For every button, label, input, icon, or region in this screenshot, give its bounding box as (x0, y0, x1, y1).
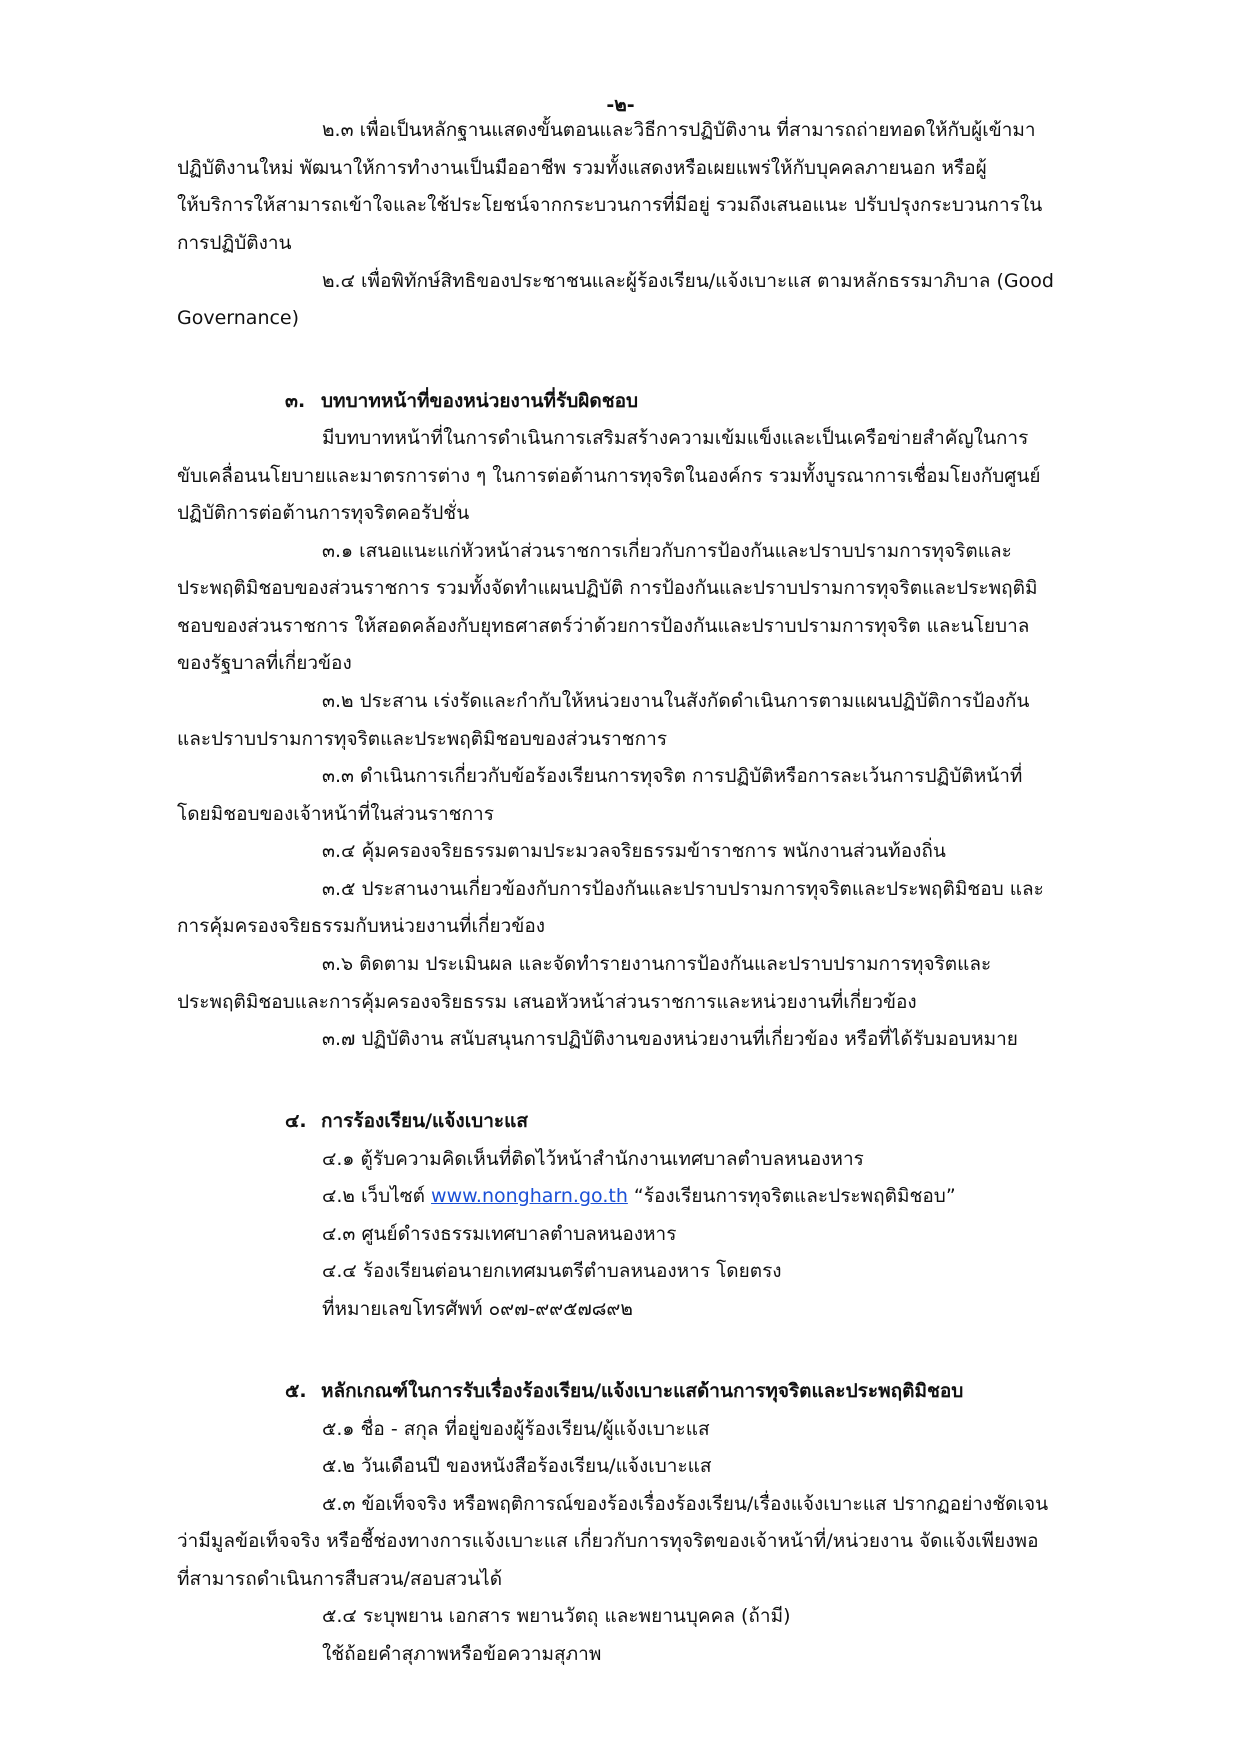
paragraph-3-1-line-3: ชอบของส่วนราชการ ให้สอดคล้องกับยุทธศาสตร์ว่าด้วยการป้องกันและปราบปรามการทุจริต และนโยบาล (177, 615, 1030, 637)
paragraph-3-1-line-4: ของรัฐบาลที่เกี่ยวข้อง (177, 652, 352, 674)
paragraph-3-3-line-1: ๓.๓ ดำเนินการเกี่ยวกับข้อร้องเรียนการทุจริต การปฏิบัติหรือการละเว้นการปฏิบัติหน้าที่ (322, 765, 1023, 787)
paragraph-3-2-line-2: และปราบปรามการทุจริตและประพฤติมิชอบของส่วนราชการ (177, 728, 668, 750)
item-5-2: ๕.๒ วันเดือนปี ของหนังสือร้องเรียน/แจ้งเบาะแส (322, 1455, 712, 1477)
paragraph-3-5-line-1: ๓.๕ ประสานงานเกี่ยวข้องกับการป้องกันและปราบปรามการทุจริตและประพฤติมิชอบ และ (322, 878, 1044, 900)
phone-number-line: ที่หมายเลขโทรศัพท์ ๐๙๗-๙๙๕๗๘๙๒ (322, 1298, 633, 1320)
section-4-title: การร้องเรียน/แจ้งเบาะแส (321, 1110, 528, 1132)
section-3-intro-line-3: ปฏิบัติการต่อต้านการทุจริตคอรัปชั่น (177, 502, 470, 524)
item-5-3-line-3: ที่สามารถดำเนินการสืบสวน/สอบสวนได้ (177, 1568, 503, 1590)
section-5-heading (285, 1373, 963, 1410)
section-3-heading (285, 383, 638, 420)
item-5-3-line-2: ว่ามีมูลข้อเท็จจริง หรือชี้ช่องทางการแจ้งเบาะแส เกี่ยวกับการทุจริตของเจ้าหน้าที่/หน่วยงาน จัดแจ้งเพียงพอ (177, 1530, 1039, 1552)
item-4-3: ๔.๓ ศูนย์ดำรงธรรมเทศบาลตำบลหนองหาร (322, 1223, 677, 1245)
paragraph-3-5-line-2: การคุ้มครองจริยธรรมกับหน่วยงานที่เกี่ยวข้อง (177, 915, 546, 937)
item-4-2 (322, 1178, 956, 1215)
section-3-title: บทบาทหน้าที่ของหน่วยงานที่รับผิดชอบ (321, 390, 639, 412)
paragraph-3-1-line-2: ประพฤติมิชอบของส่วนราชการ รวมทั้งจัดทำแผนปฏิบัติ การป้องกันและปราบปรามการทุจริตและประพฤติมิ (177, 577, 1038, 599)
section-5-number: ๕. (285, 1380, 307, 1402)
paragraph-3-3-line-2: โดยมิชอบของเจ้าหน้าที่ในส่วนราชการ (177, 803, 494, 825)
item-5-1: ๕.๑ ชื่อ - สกุล ที่อยู่ของผู้ร้องเรียน/ผู้แจ้งเบาะแส (322, 1418, 710, 1440)
paragraph-3-6-line-2: ประพฤติมิชอบและการคุ้มครองจริยธรรม เสนอหัวหน้าส่วนราชการและหน่วยงานที่เกี่ยวข้อง (177, 991, 917, 1013)
page-number: -๒- (606, 94, 635, 116)
item-4-4: ๔.๔ ร้องเรียนต่อนายกเทศมนตรีตำบลหนองหาร โดยตรง (322, 1260, 782, 1282)
website-link[interactable]: www.nongharn.go.th (431, 1185, 628, 1207)
paragraph-2-3-line-4: การปฏิบัติงาน (177, 232, 292, 254)
item-4-1: ๔.๑ ตู้รับความคิดเห็นที่ติดไว้หน้าสำนักงานเทศบาลตำบลหนองหาร (322, 1148, 864, 1170)
paragraph-3-7-line-1: ๓.๗ ปฏิบัติงาน สนับสนุนการปฏิบัติงานของหน่วยงานที่เกี่ยวข้อง หรือที่ได้รับมอบหมาย (322, 1028, 1018, 1050)
paragraph-3-1-line-1: ๓.๑ เสนอแนะแก่หัวหน้าส่วนราชการเกี่ยวกับการป้องกันและปราบปรามการทุจริตและ (322, 540, 1012, 562)
section-3-intro-line-1: มีบทบาทหน้าที่ในการดำเนินการเสริมสร้างความเข้มแข็งและเป็นเครือข่ายสำคัญในการ (322, 427, 1029, 449)
item-4-2-prefix: ๔.๒ เว็บไซต์ (322, 1185, 432, 1207)
item-4-2-suffix: “ร้องเรียนการทุจริตและประพฤติมิชอบ” (627, 1185, 956, 1207)
paragraph-2-4-line-1: ๒.๔ เพื่อพิทักษ์สิทธิของประชาชนและผู้ร้องเรียน/แจ้งเบาะแส ตามหลักธรรมาภิบาล (Good (322, 270, 1054, 292)
section-5-title: หลักเกณฑ์ในการรับเรื่องร้องเรียน/แจ้งเบาะแสด้านการทุจริตและประพฤติมิชอบ (321, 1380, 964, 1402)
paragraph-2-3-line-2: ปฏิบัติงานใหม่ พัฒนาให้การทำงานเป็นมืออาชีพ รวมทั้งแสดงหรือเผยแพร่ให้กับบุคคลภายนอก หรือผู้ (177, 157, 987, 179)
paragraph-3-2-line-1: ๓.๒ ประสาน เร่งรัดและกำกับให้หน่วยงานในสังกัดดำเนินการตามแผนปฏิบัติการป้องกัน (322, 690, 1030, 712)
section-4-number: ๔. (285, 1110, 307, 1132)
item-5-3-line-1: ๕.๓ ข้อเท็จจริง หรือพฤติการณ์ของร้องเรื่องร้องเรียน/เรื่องแจ้งเบาะแส ปรากฏอย่างชัดเจน (322, 1493, 1049, 1515)
section-3-intro-line-2: ขับเคลื่อนนโยบายและมาตรการต่าง ๆ ในการต่อต้านการทุจริตในองค์กร รวมทั้งบูรณาการเชื่อมโยงกับศูนย์ (177, 465, 1041, 487)
paragraph-2-3-line-3: ให้บริการให้สามารถเข้าใจและใช้ประโยชน์จากกระบวนการที่มีอยู่ รวมถึงเสนอแนะ ปรับปรุงกระบวนการใน (177, 194, 1043, 216)
item-5-4: ๕.๔ ระบุพยาน เอกสาร พยานวัตถุ และพยานบุคคล (ถ้ามี) (322, 1605, 791, 1627)
paragraph-3-6-line-1: ๓.๖ ติดตาม ประเมินผล และจัดทำรายงานการป้องกันและปราบปรามการทุจริตและ (322, 953, 992, 975)
paragraph-3-4-line-1: ๓.๔ คุ้มครองจริยธรรมตามประมวลจริยธรรมข้าราชการ พนักงานส่วนท้องถิ่น (322, 840, 946, 862)
section-4-heading (285, 1103, 528, 1140)
section-3-number: ๓. (285, 390, 306, 412)
polite-wording-line: ใช้ถ้อยคำสุภาพหรือข้อความสุภาพ (322, 1643, 602, 1665)
paragraph-2-4-line-2: Governance) (177, 307, 300, 329)
paragraph-2-3-line-1: ๒.๓ เพื่อเป็นหลักฐานแสดงขั้นตอนและวิธีการปฏิบัติงาน ที่สามารถถ่ายทอดให้กับผู้เข้ามา (322, 119, 1036, 141)
